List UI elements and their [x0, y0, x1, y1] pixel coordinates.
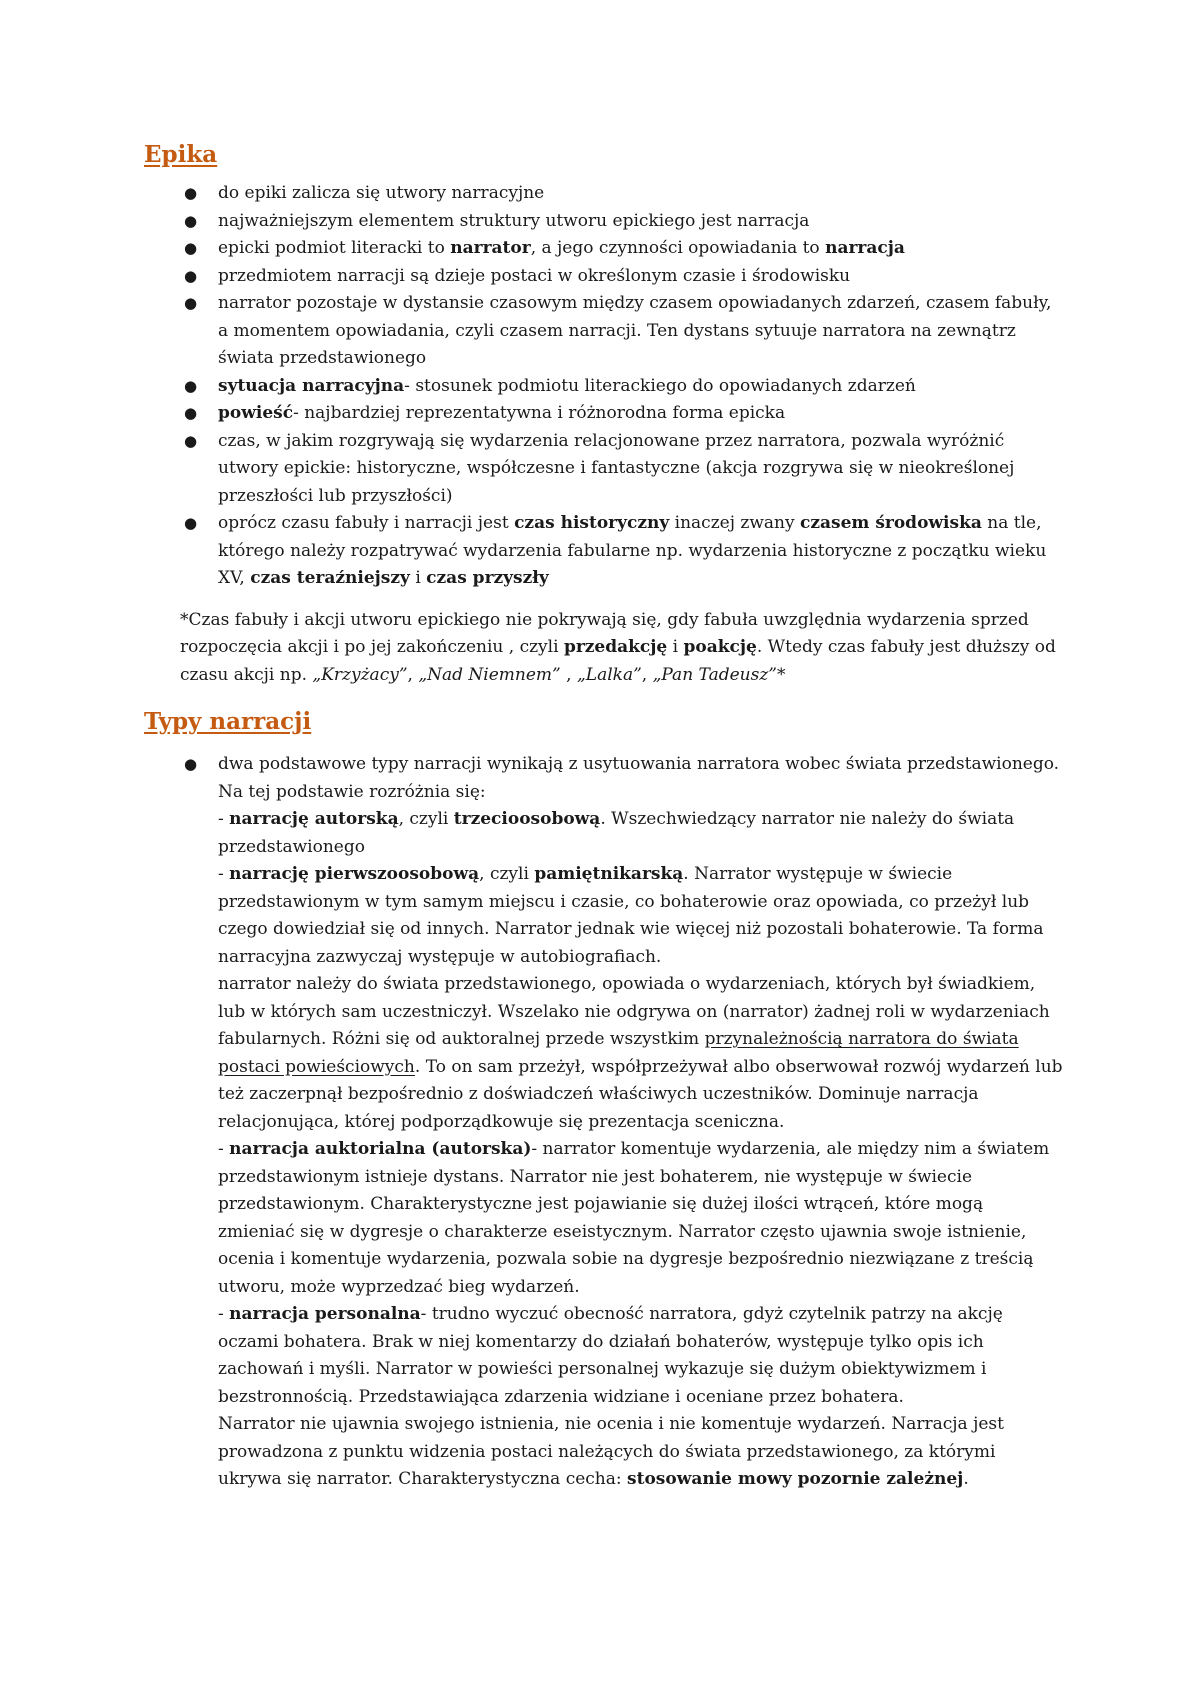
typy-intro: dwa podstawowe typy narracji wynikają z usytuowania narratora wobec świata przedstawionego. Na tej podstawie rozróżnia się: [218, 754, 1060, 802]
narracja-personalna: - narracja personalna- trudno wyczuć obecność narratora, gdyż czytelnik patrzy na akcję oczami bohatera. Brak w niej komentarzy do działań bohaterów, występuje tylko opis ich zachowań i myśli. Narrator w powieści personalnej wykazuje się dużym obiektywizmem i bezstronnością. Przedstawiająca zdarzenia widziane i oceniane przez bohatera. [218, 1304, 1003, 1407]
list-item: ● do epiki zalicza się utwory narracyjne [144, 180, 1064, 208]
narracja-auktorialna: - narracja auktorialna (autorska)- narrator komentuje wydarzenia, ale między nim a światem przedstawionym istnieje dystans. Narrator nie jest bohaterem, nie występuje w świecie przedstawionym. Charakterystyczne jest pojawianie się dużej ilości wtrąceń, które mogą zmieniać się w dygresje o charakterze eseistycznym. Narrator często ujawnia swoje istnienie, ocenia i komentuje wydarzenia, pozwala sobie na dygresje bezpośrednio niezwiązane z treścią utworu, może wyprzedzać bieg wydarzeń. [218, 1139, 1050, 1297]
list-item: ● sytuacja narracyjna- stosunek podmiotu literackiego do opowiadanych zdarzeń [144, 373, 1064, 401]
list-item: ● epicki podmiot literacki to narrator, a jego czynności opowiadania to narracja [144, 235, 1064, 263]
list-item: ● narrator pozostaje w dystansie czasowym między czasem opowiadanych zdarzeń, czasem fabuły, a momentem opowiadania, czyli czasem narracji. Ten dystans sytuuje narratora na zewnątrz świata przedstawionego [144, 290, 1064, 373]
personalna-paragraph: Narrator nie ujawnia swojego istnienia, nie ocenia i nie komentuje wydarzeń. Narracja jest prowadzona z punktu widzenia postaci należących do świata przedstawionego, za którymi ukrywa się narrator. Charakterystyczna cecha: stosowanie mowy pozornie zależnej. [218, 1414, 1004, 1489]
narracja-autorska: - narrację autorską, czyli trzecioosobową. Wszechwiedzący narrator nie należy do świata przedstawionego [218, 809, 1015, 857]
bullet-icon: ● [184, 514, 198, 532]
bullet-icon: ● [184, 376, 198, 395]
list-item: ● czas, w jakim rozgrywają się wydarzenia relacjonowane przez narratora, pozwala wyróżnić utwory epickie: historyczne, współczesne i fantastyczne (akcja rozgrywa się w nieokreślonej przeszłości lub przyszłości) [144, 428, 1064, 511]
bullet-icon: ● [184, 211, 198, 230]
narrator-paragraph: narrator należy do świata przedstawionego, opowiada o wydarzeniach, których był świadkiem, lub w których sam uczestniczył. Wszelako nie odgrywa on (narrator) żadnej roli w wydarzeniach fabularnych. Różni się od auktoralnej przede wszystkim przynależnością narratora do świata postaci powieściowych. To on sam przeżył, współprzeżywał albo obserwował rozwój wydarzeń lub też zaczerpnął bezpośrednio z doświadczeń właściwych uczestników. Dominuje narracja relacjonująca, której podporządkowuje się prezentacja sceniczna. [218, 974, 1063, 1132]
list-item: ● powieść- najbardziej reprezentatywna i różnorodna forma epicka [144, 400, 1064, 428]
bullet-icon: ● [184, 266, 198, 285]
heading-typy-narracji: Typy narracji [144, 708, 312, 735]
bullet-icon: ● [184, 294, 198, 312]
bullet-icon: ● [184, 239, 198, 257]
heading-epika: Epika [144, 141, 218, 168]
list-item: ● oprócz czasu fabuły i narracji jest czas historyczny inaczej zwany czasem środowiska na tle, którego należy rozpatrywać wydarzenia fabularne np. wydarzenia historyczne z początku wieku XV, czas teraźniejszy i czas przyszły [144, 510, 1064, 593]
time-note: *Czas fabuły i akcji utworu epickiego nie pokrywają się, gdy fabuła uwzględnia wydarzenia sprzed rozpoczęcia akcji i po jej zakończeniu , czyli przedakcję i poakcję. Wtedy czas fabuły jest dłuższy od czasu akcji np. „Krzyżacy”, „Nad Niemnem” , „Lalka”, „Pan Tadeusz”* [180, 609, 1056, 685]
typy-list [144, 751, 1064, 1494]
bullet-icon: ● [184, 184, 198, 202]
bullet-icon: ● [184, 755, 198, 773]
epika-list [144, 180, 1064, 593]
bullet-icon: ● [184, 431, 198, 450]
list-item: ● przedmiotem narracji są dzieje postaci w określonym czasie i środowisku [144, 263, 1064, 291]
narracja-pierwszoosobowa: - narrację pierwszoosobową, czyli pamiętnikarską. Narrator występuje w świecie przedstawionym w tym samym miejscu i czasie, co bohaterowie oraz opowiada, co przeżył lub czego dowiedział się od innych. Narrator jednak wie więcej niż pozostali bohaterowie. Ta forma narracyjna zazwyczaj występuje w autobiografiach. [218, 864, 1044, 967]
bullet-icon: ● [184, 404, 198, 422]
list-item: ● najważniejszym elementem struktury utworu epickiego jest narracja [144, 208, 1064, 236]
document-body [144, 140, 1064, 1494]
list-item [144, 751, 1064, 1494]
